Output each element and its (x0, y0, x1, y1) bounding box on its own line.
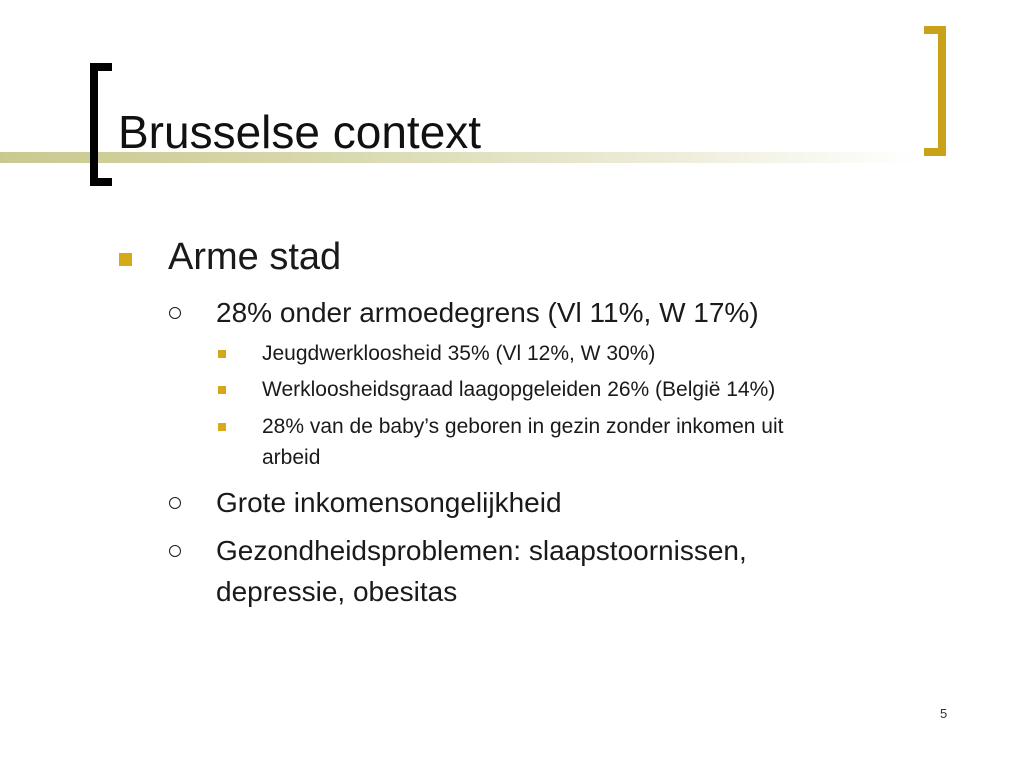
bullet-level2-text: Grote inkomensongelijkheid (216, 487, 562, 518)
bullet-level2-text: 28% onder armoedegrens (Vl 11%, W 17%) (216, 297, 759, 328)
bullet-level2-text-line1: Gezondheidsproblemen: slaapstoornissen, (216, 535, 747, 566)
small-square-bullet-icon (218, 386, 226, 394)
bullet-level3-text-line1: 28% van de baby’s geboren in gezin zonder inkomen uit (262, 415, 784, 438)
bullet-level2-text-line2: depressie, obesitas (216, 576, 458, 607)
bullet-level1-text: Arme stad (168, 236, 342, 278)
bullet-level3-text: Jeugdwerkloosheid 35% (Vl 12%, W 30%) (262, 342, 656, 365)
circle-bullet-icon (169, 545, 181, 557)
circle-bullet-icon (169, 307, 181, 319)
page-number: 5 (940, 706, 948, 721)
circle-bullet-icon (169, 497, 181, 509)
slide-title: Brusselse context (118, 106, 482, 158)
square-bullet-icon (119, 253, 132, 266)
bullet-level3-text: Werkloosheidsgraad laagopgeleiden 26% (België 14%) (262, 378, 776, 401)
bullet-level3-text-line2: arbeid (262, 446, 321, 469)
small-square-bullet-icon (218, 350, 226, 358)
small-square-bullet-icon (218, 423, 226, 431)
